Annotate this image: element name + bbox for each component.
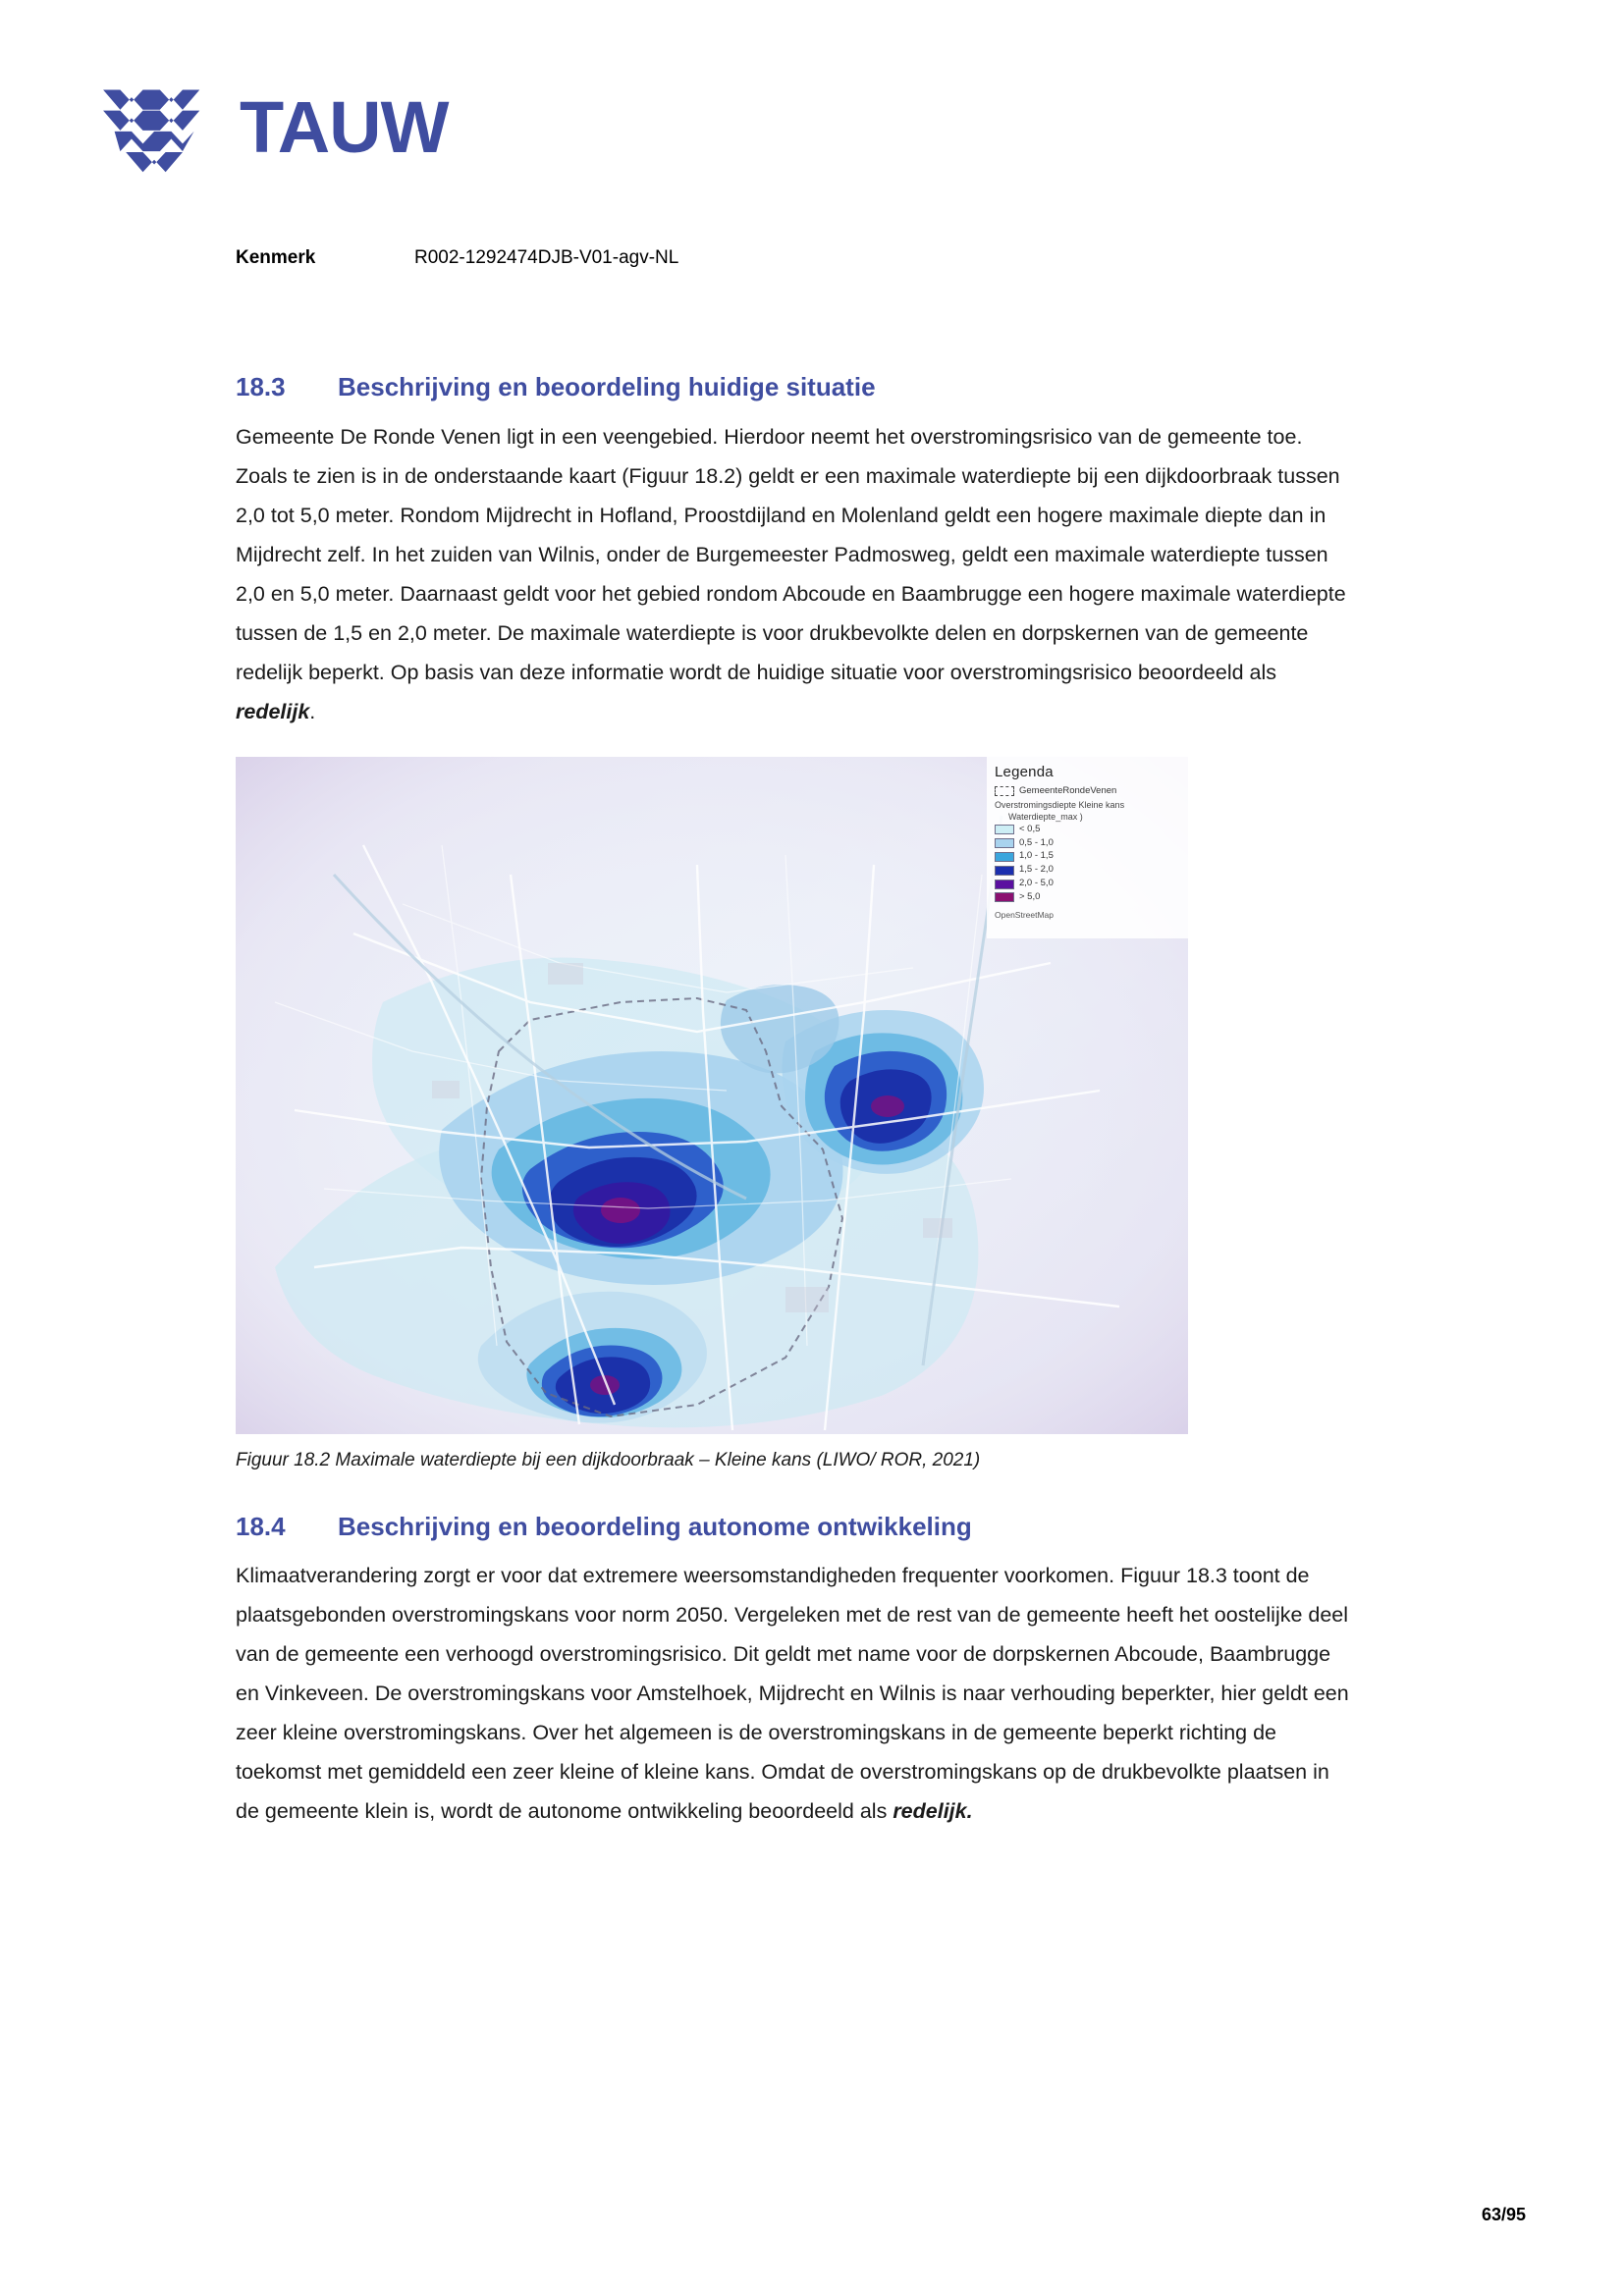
page-number: 63/95 — [1481, 2205, 1526, 2224]
depth-swatch-icon — [995, 866, 1014, 876]
section-heading-18-4 — [236, 1511, 1355, 1543]
paragraph-lead-text: Gemeente De Ronde Venen ligt in een veengebied. Hierdoor neemt het overstromingsrisico van de gemeente toe. Zoals te zien is in de onderstaande kaart (Figuur 18.2) geldt er een maximale waterdiepte bij een dijkdoorbraak tussen 2,0 tot 5,0 meter. Rondom Mijdrecht in Hofland, Proostdijland en Molenland geldt een hogere maximale diepte dan in Mijdrecht zelf. In het zuiden van Wilnis, onder de Burgemeester Padmosweg, geldt een maximale waterdiepte tussen 2,0 en 5,0 meter. Daarnaast geldt voor het gebied rondom Abcoude en Baambrugge een hogere maximale waterdiepte tussen de 1,5 en 2,0 meter. De maximale waterdiepte is voor drukbevolkte delen en dorpskernen van de gemeente redelijk beperkt. Op basis van deze informatie wordt de huidige situatie voor overstromingsrisico beoordeeld als — [236, 424, 1346, 684]
document-reference — [236, 247, 678, 269]
figure-caption: Figuur 18.2 Maximale waterdiepte bij een dijkdoorbraak – Kleine kans (LIWO/ ROR, 2021) — [236, 1449, 981, 1470]
depth-swatch-icon — [995, 825, 1014, 834]
section-18-3-paragraph — [236, 417, 1355, 731]
legend-class-row — [995, 864, 1182, 877]
legend-class-label: > 5,0 — [1019, 890, 1041, 902]
legend-class-label: 2,0 - 5,0 — [1019, 878, 1054, 889]
tauw-logo — [98, 77, 448, 179]
flood-depth-map — [236, 757, 1188, 1434]
section-number: 18.3 — [236, 372, 286, 401]
legend-class-row — [995, 824, 1182, 836]
section-title: Beschrijving en beoordeling autonome ontwikkeling — [338, 1511, 972, 1541]
legend-title: Legenda — [995, 763, 1054, 780]
paragraph-emphasis: redelijk. — [893, 1799, 973, 1823]
paragraph-lead-text: Klimaatverandering zorgt er voor dat extremere weersomstandigheden frequenter voorkomen. Figuur 18.3 toont de plaatsgebonden overstromingskans voor norm 2050. Vergeleken met de rest van de gemeente heeft het oostelijke deel van de gemeente een verhoogd overstromingsrisico. Dit geldt met name voor de dorpskernen Abcoude, Baambrugge en Vinkeveen. De overstromingskans voor Amstelhoek, Mijdrecht en Wilnis is naar verhouding beperkter, hier geldt een zeer kleine overstromingskans. Over het algemeen is de overstromingskans in de gemeente beperkt richting de toekomst met gemiddeld een zeer kleine of kleine kans. Omdat de overstromingskans op de drukbevolkte plaatsen in de gemeente klein is, wordt de autonome ontwikkeling beoordeeld als — [236, 1564, 1349, 1823]
kenmerk-value: R002-1292474DJB-V01-agv-NL — [414, 247, 679, 268]
legend-class-label: 1,5 - 2,0 — [1019, 864, 1054, 876]
section-title: Beschrijving en beoordeling huidige situatie — [338, 372, 876, 401]
depth-swatch-icon — [995, 892, 1014, 902]
kenmerk-label: Kenmerk — [236, 247, 316, 268]
legend-layer-label: Overstromingsdiepte Kleine kans — [995, 799, 1125, 810]
tauw-logo-mark — [98, 77, 214, 179]
section-heading-18-3 — [236, 371, 1355, 403]
depth-swatch-icon — [995, 880, 1014, 889]
legend-class-label: < 0,5 — [1019, 823, 1041, 834]
depth-swatch-icon — [995, 838, 1014, 848]
legend-boundary-entry — [995, 785, 1182, 798]
figure-18-2 — [236, 757, 1355, 1471]
section-18-4-paragraph — [236, 1556, 1355, 1831]
paragraph-emphasis: redelijk — [236, 699, 310, 723]
depth-swatch-icon — [995, 852, 1014, 862]
legend-class-row — [995, 891, 1182, 904]
legend-class-label: 1,0 - 1,5 — [1019, 850, 1054, 862]
legend-boundary-label: GemeenteRondeVenen — [1019, 784, 1117, 796]
legend-class-row — [995, 878, 1182, 890]
boundary-swatch-icon — [995, 786, 1014, 796]
legend-field-label: Waterdiepte_max ) — [1008, 811, 1083, 822]
tauw-logo-text: TAUW — [240, 86, 449, 168]
legend-attribution: OpenStreetMap — [995, 909, 1055, 920]
legend-class-row — [995, 837, 1182, 850]
map-legend — [987, 757, 1188, 938]
legend-class-row — [995, 850, 1182, 863]
document-content — [236, 371, 1355, 1831]
section-number: 18.4 — [236, 1511, 286, 1541]
paragraph-tail-text: . — [309, 699, 316, 723]
legend-class-label: 0,5 - 1,0 — [1019, 836, 1054, 848]
